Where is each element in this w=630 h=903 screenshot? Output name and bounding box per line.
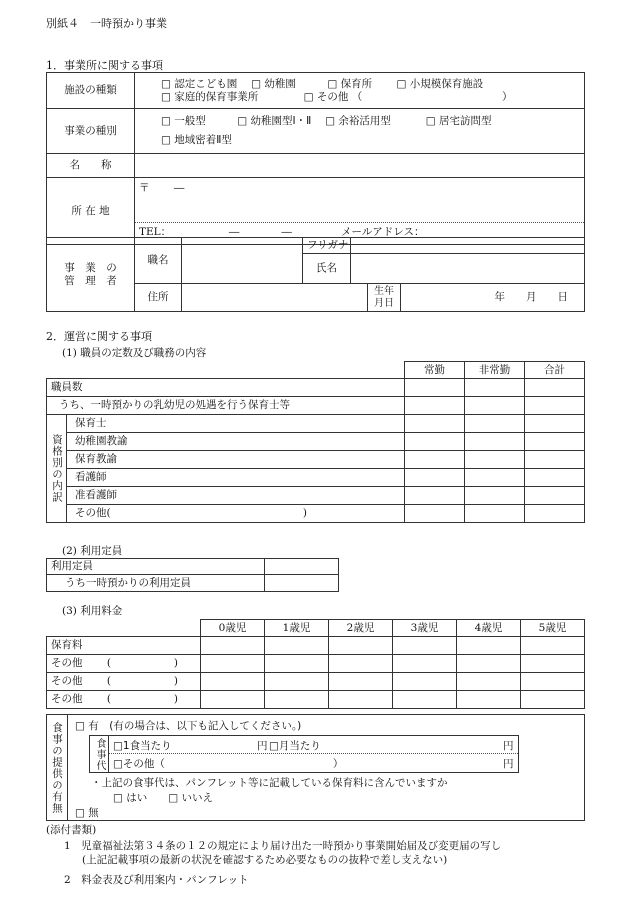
qual-nursery-total[interactable] (525, 451, 585, 469)
meal-yes-option[interactable]: □ 有 (有の場合は、以下も記入してください。) (75, 720, 302, 732)
staff-table (46, 361, 585, 523)
fee-other-label-1: その他 ( ) (47, 655, 201, 673)
fee-cell[interactable] (201, 637, 265, 655)
temp-care-staff-label: うち、一時預かりの乳幼児の処遇を行う保育士等 (47, 397, 405, 415)
capacity-label: 利用定員 (47, 559, 265, 575)
fee-cell[interactable] (393, 691, 457, 709)
meal-cost-row-2 (109, 754, 518, 771)
fee-childcare-label: 保育料 (47, 637, 201, 655)
col-age1: 1歳児 (265, 620, 329, 637)
fee-cell[interactable] (393, 655, 457, 673)
fee-cell[interactable] (521, 655, 585, 673)
section2-heading: 2．運営に関する事項 (46, 330, 152, 343)
attachment-item-1: 1 児童福祉法第３４条の１２の規定により届け出た一時預かり事業開始届及び変更届の写し (64, 840, 502, 852)
staff-count-parttime[interactable] (465, 379, 525, 397)
contact-line[interactable]: TEL： ― ― メールアドレス： (139, 226, 425, 238)
per-month-option[interactable]: □月当たり (269, 740, 321, 752)
birthdate-label: 生年 月日 (368, 284, 401, 312)
fee-cell[interactable] (457, 673, 521, 691)
qual-other: その他( ) (67, 505, 405, 523)
col-total: 合計 (525, 362, 585, 379)
attachment-item-1-note: (上記記載事項の最新の状況を確認するため必要なものの抜粋で差し支えない) (82, 854, 448, 866)
qual-nursery-fulltime[interactable] (405, 451, 465, 469)
business-type-label: 事業の種別 (47, 109, 135, 154)
business-info-table (46, 72, 585, 245)
position-field[interactable] (182, 238, 303, 284)
qual-assistant-fulltime[interactable] (405, 487, 465, 505)
position-label: 職名 (135, 238, 182, 284)
manager-name-label: 氏名 (303, 254, 351, 284)
capacity-table (46, 558, 339, 592)
meal-other-option[interactable]: □その他（ ） (113, 758, 344, 770)
qual-nursery-teacher: 保育教諭 (67, 451, 405, 469)
qual-other-fulltime[interactable] (405, 505, 465, 523)
fee-other-label-3: その他 ( ) (47, 691, 201, 709)
fee-table (46, 619, 585, 709)
document-title: 別紙４ 一時預かり事業 (46, 17, 167, 30)
attachments-heading: (添付書類) (46, 824, 97, 836)
furigana-label: フリガナ (303, 238, 351, 254)
meal-included-options[interactable]: □ はい □ いいえ (113, 792, 214, 804)
staff-count-total[interactable] (525, 379, 585, 397)
meal-cost-row-1 (109, 736, 518, 754)
postal-code-line[interactable]: 〒 ― (135, 178, 584, 223)
fee-cell[interactable] (457, 637, 521, 655)
birthdate-field[interactable]: 年 月 日 (401, 284, 585, 312)
fee-cell[interactable] (521, 673, 585, 691)
email-label: メールアドレス： (341, 226, 425, 238)
staff-count-fulltime[interactable] (405, 379, 465, 397)
fee-cell[interactable] (393, 673, 457, 691)
temp-capacity-field[interactable] (265, 575, 339, 592)
meal-box (46, 714, 585, 821)
fee-cell[interactable] (329, 637, 393, 655)
fee-cell[interactable] (457, 655, 521, 673)
temp-care-parttime[interactable] (465, 397, 525, 415)
attachment-item-2: 2 料金表及び利用案内・パンフレット (64, 874, 249, 886)
section1-heading: 1．事業所に関する事項 (46, 59, 163, 72)
per-meal-option[interactable]: □1食当たり (113, 740, 172, 752)
staff-subheading: (1) 職員の定数及び職務の内容 (62, 347, 207, 359)
fee-cell[interactable] (457, 691, 521, 709)
temp-care-fulltime[interactable] (405, 397, 465, 415)
meal-provision-label: 食事の提供の有無 (47, 715, 68, 820)
col-age0: 0歳児 (201, 620, 265, 637)
name-label: 名 称 (47, 154, 135, 178)
qual-kindergarten-fulltime[interactable] (405, 433, 465, 451)
fee-other-label-2: その他 ( ) (47, 673, 201, 691)
fee-cell[interactable] (265, 637, 329, 655)
col-parttime: 非常勤 (465, 362, 525, 379)
staff-count-label: 職員数 (47, 379, 405, 397)
capacity-field[interactable] (265, 559, 339, 575)
fee-cell[interactable] (329, 673, 393, 691)
qual-other-total[interactable] (525, 505, 585, 523)
qual-assistant-nurse: 准看護師 (67, 487, 405, 505)
qual-childcare-parttime[interactable] (465, 415, 525, 433)
qual-other-parttime[interactable] (465, 505, 525, 523)
fee-cell[interactable] (521, 691, 585, 709)
address-field[interactable] (135, 178, 585, 245)
temp-care-total[interactable] (525, 397, 585, 415)
residence-label: 住所 (135, 284, 182, 312)
qual-kindergarten-parttime[interactable] (465, 433, 525, 451)
fee-cell[interactable] (265, 691, 329, 709)
fee-subheading: (3) 利用料金 (62, 605, 123, 617)
qual-nurse: 看護師 (67, 469, 405, 487)
yen-label: 円 (503, 740, 514, 752)
fee-cell[interactable] (265, 655, 329, 673)
business-type-options[interactable]: □ 一般型 □ 幼稚園型Ⅰ・Ⅱ □ 余裕活用型 □ 居宅訪問型 □ 地域密着Ⅱ型 (135, 109, 585, 154)
col-age2: 2歳児 (329, 620, 393, 637)
manager-table (46, 237, 585, 312)
meal-cost-box (89, 735, 519, 773)
fee-cell[interactable] (265, 673, 329, 691)
col-age4: 4歳児 (457, 620, 521, 637)
qual-kindergarten-total[interactable] (525, 433, 585, 451)
col-age3: 3歳児 (393, 620, 457, 637)
qual-assistant-total[interactable] (525, 487, 585, 505)
fee-cell[interactable] (201, 691, 265, 709)
qual-kindergarten: 幼稚園教諭 (67, 433, 405, 451)
facility-type-label: 施設の種類 (47, 73, 135, 109)
col-age5: 5歳児 (521, 620, 585, 637)
qual-nursery-parttime[interactable] (465, 451, 525, 469)
meal-cost-label: 食事代 (90, 736, 109, 772)
qual-childcare-fulltime[interactable] (405, 415, 465, 433)
furigana-field[interactable] (351, 238, 585, 254)
manager-label: 事 業 の 管 理 者 (47, 238, 135, 312)
qual-childcare: 保育士 (67, 415, 405, 433)
capacity-subheading: (2) 利用定員 (62, 545, 123, 557)
qual-nurse-fulltime[interactable] (405, 469, 465, 487)
manager-name-field[interactable] (351, 254, 585, 284)
fee-cell[interactable] (393, 637, 457, 655)
qual-nurse-total[interactable] (525, 469, 585, 487)
name-field[interactable] (135, 154, 585, 178)
col-fulltime: 常勤 (405, 362, 465, 379)
fee-cell[interactable] (201, 673, 265, 691)
temp-capacity-label: うち一時預かりの利用定員 (47, 575, 265, 592)
meal-included-question: ・上記の食事代は、パンフレット等に記載している保育料に含んでいますか (91, 777, 448, 789)
residence-field[interactable] (182, 284, 368, 312)
qualification-breakdown-label: 資格別の内訳 (47, 415, 67, 523)
qual-childcare-total[interactable] (525, 415, 585, 433)
yen-label: 円 (257, 740, 268, 752)
qual-assistant-parttime[interactable] (465, 487, 525, 505)
yen-label: 円 (503, 758, 514, 770)
facility-type-options[interactable]: □ 認定こども園 □ 幼稚園 □ 保育所 □ 小規模保育施設 □ 家庭的保育事業所 □ その他 （ ） (135, 73, 585, 109)
fee-cell[interactable] (329, 691, 393, 709)
address-label: 所 在 地 (47, 178, 135, 245)
meal-no-option[interactable]: □ 無 (75, 807, 99, 819)
fee-cell[interactable] (521, 637, 585, 655)
fee-cell[interactable] (201, 655, 265, 673)
fee-cell[interactable] (329, 655, 393, 673)
qual-nurse-parttime[interactable] (465, 469, 525, 487)
